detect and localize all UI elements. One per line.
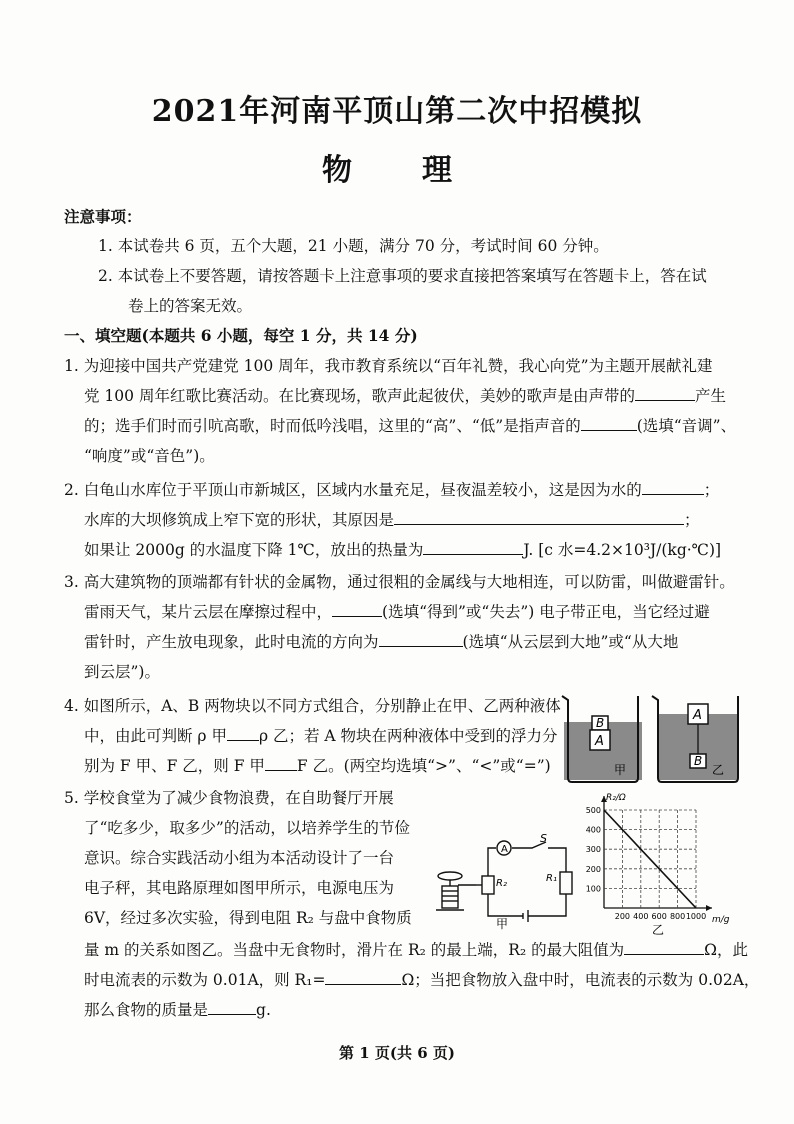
q5-line-1: 5. 学校食堂为了减少食物浪费，在自助餐厅开展 [64, 789, 394, 807]
q5-text: 量 m 的关系如图乙。当盘中无食物时，滑片在 R₂ 的最上端，R₂ 的最大阻值为 [84, 941, 625, 959]
q5-line-7 [84, 970, 759, 990]
x-tick-label: 600 [651, 912, 667, 921]
answer-blank [624, 940, 704, 955]
q2-text: 2. 白龟山水库位于平顶山市新城区，区域内水量充足，昼夜温差较小，这是因为水的 [64, 481, 642, 499]
q3-text: (选填“得到”或“失去”) 电子带正电，当它经过避 [382, 603, 710, 621]
q5-text: 那么食物的质量是 [84, 1001, 209, 1019]
y-axis-label: R₂/Ω [606, 793, 626, 803]
block-b-label: B [596, 716, 605, 730]
q3-line-4: 到云层”)。 [84, 663, 160, 681]
beakers-figure [560, 692, 760, 786]
q4-line-1: 4. 如图所示，A、B 两物块以不同方式组合，分别静止在甲、乙两种液体 [64, 697, 561, 715]
resistor-r1 [560, 872, 572, 894]
y-tick-label: 200 [585, 864, 601, 874]
q5-text: Ω，此 [704, 941, 748, 959]
block-a-label: A [693, 708, 702, 723]
r1-label: R₁ [546, 873, 557, 884]
r2-label: R₂ [496, 878, 507, 889]
q4-text: 别为 F 甲、F 乙，则 F 甲 [84, 757, 265, 775]
q4-line-3 [84, 756, 551, 776]
q1-line-2 [84, 386, 726, 406]
answer-blank [642, 480, 704, 495]
q4-line-2 [84, 726, 558, 746]
answer-blank [332, 602, 382, 617]
beaker-right-label: 乙 [712, 763, 725, 777]
q4-text: 中，由此可判断 ρ 甲 [84, 727, 227, 745]
q1-text: (选填“音调”、 [636, 417, 737, 435]
q5-line-8 [84, 1000, 271, 1020]
x-tick-label: 1000 [685, 912, 707, 921]
q2-text: ； [684, 511, 700, 529]
page-title: 2021年河南平顶山第二次中招模拟 [151, 94, 643, 129]
q5-line-5: 6V，经过多次实验，得到电阻 R₂ 与盘中食物质 [84, 909, 412, 927]
q5-text: Ω；当把食物放入盘中时，电流表的示数为 0.02A， [401, 971, 760, 989]
q2-text: J. [c 水=4.2×10³J/(kg·℃)] [523, 541, 722, 559]
notice-item-1: 1. 本试卷共 6 页，五个大题，21 小题，满分 70 分，考试时间 60 分钟。 [98, 237, 609, 255]
switch-label: S [540, 832, 547, 845]
rheostat-r2 [482, 876, 494, 894]
y-tick-label: 100 [585, 884, 601, 894]
q2-text: 水库的大坝修筑成上窄下宽的形状，其原因是 [84, 511, 395, 529]
x-tick-label: 400 [633, 912, 649, 921]
answer-blank [325, 970, 401, 985]
x-axis-label: m/g [712, 915, 730, 925]
q1-text: 产生 [694, 387, 726, 405]
block-a-label: A [595, 734, 604, 749]
notice-heading: 注意事项： [64, 207, 142, 226]
y-tick-label: 500 [585, 806, 601, 815]
answer-blank [227, 726, 259, 741]
subject-title: 物 理 [322, 153, 472, 188]
q5-line-6 [84, 940, 748, 960]
q5-text: g. [256, 1001, 271, 1019]
q3-line-1: 3. 高大建筑物的顶端都有针状的金属物，通过很粗的金属线与大地相连，可以防雷，叫做避雷针。 [64, 573, 735, 591]
q5-line-3: 意识。综合实践活动小组为本活动设计了一台 [84, 849, 395, 867]
scale-spring-icon [442, 886, 458, 908]
beaker-right [652, 696, 738, 782]
x-tick-label: 800 [669, 912, 686, 921]
q1-line-4: “响度”或“音色”)。 [84, 447, 215, 465]
q3-text: 雷雨天气，某片云层在摩擦过程中， [84, 603, 333, 621]
graph-figure-label: 乙 [652, 923, 665, 937]
q3-text: (选填“从云层到大地”或“从大地 [462, 633, 679, 651]
ammeter-label: A [501, 844, 508, 855]
q3-line-2 [84, 602, 710, 622]
r2-mass-graph [572, 790, 730, 937]
section-1-heading: 一、填空题(本题共 6 小题，每空 1 分，共 14 分) [64, 326, 418, 345]
notice-item-2a: 2. 本试卷上不要答题，请按答题卡上注意事项的要求直接把答案填写在答题卡上，答在试 [98, 267, 707, 285]
q2-text: ； [703, 481, 720, 499]
q4-text: ρ 乙；若 A 物块在两种液体中受到的浮力分 [258, 727, 558, 745]
circuit-diagram [432, 832, 578, 931]
answer-blank [265, 756, 297, 771]
q5-text: 时电流表的示数为 0.01A，则 R₁= [84, 971, 326, 989]
page-footer: 第 1 页(共 6 页) [339, 1044, 455, 1062]
answer-blank [394, 510, 684, 525]
notice-item-2b: 卷上的答案无效。 [128, 297, 253, 315]
answer-blank [423, 540, 523, 555]
q2-line-2 [84, 510, 700, 530]
q5-line-4: 电子秤，其电路原理如图甲所示，电源电压为 [84, 879, 395, 897]
q3-line-3 [84, 632, 678, 652]
answer-blank [581, 416, 637, 431]
circuit-figure-label: 甲 [496, 917, 509, 931]
q2-line-1 [64, 480, 719, 500]
q1-line-1: 1. 为迎接中国共产党建党 100 周年，我市教育系统以“百年礼赞，我心向党”为主题开展献礼建 [64, 357, 713, 375]
q1-line-3 [84, 416, 736, 436]
q1-text: 的；选手们时而引吭高歌，时而低吟浅唱，这里的“高”、“低”是指声音的 [84, 417, 581, 435]
data-line-r2 [604, 810, 696, 908]
q2-text: 如果让 2000g 的水温度下降 1℃，放出的热量为 [84, 541, 424, 559]
y-tick-label: 400 [585, 825, 601, 835]
q5-line-2: 了“吃多少，取多少”的活动，以培养学生的节俭 [84, 819, 410, 837]
beaker-left [562, 696, 642, 782]
q3-text: 雷针时，产生放电现象，此时电流的方向为 [84, 633, 379, 651]
x-axis-arrow [706, 905, 712, 911]
y-tick-label: 300 [585, 845, 601, 855]
block-b-label: B [694, 754, 703, 768]
answer-blank [635, 386, 695, 401]
answer-blank [379, 632, 463, 647]
q2-line-3 [84, 540, 721, 560]
beaker-left-label: 甲 [614, 763, 627, 777]
q4-text: F 乙。(两空均选填“>”、“<”或“=”) [296, 757, 551, 775]
answer-blank [208, 1000, 256, 1015]
x-tick-label: 200 [614, 912, 631, 921]
q1-text: 党 100 周年红歌比赛活动。在比赛现场，歌声此起彼伏，美妙的歌声是由声带的 [84, 387, 635, 405]
